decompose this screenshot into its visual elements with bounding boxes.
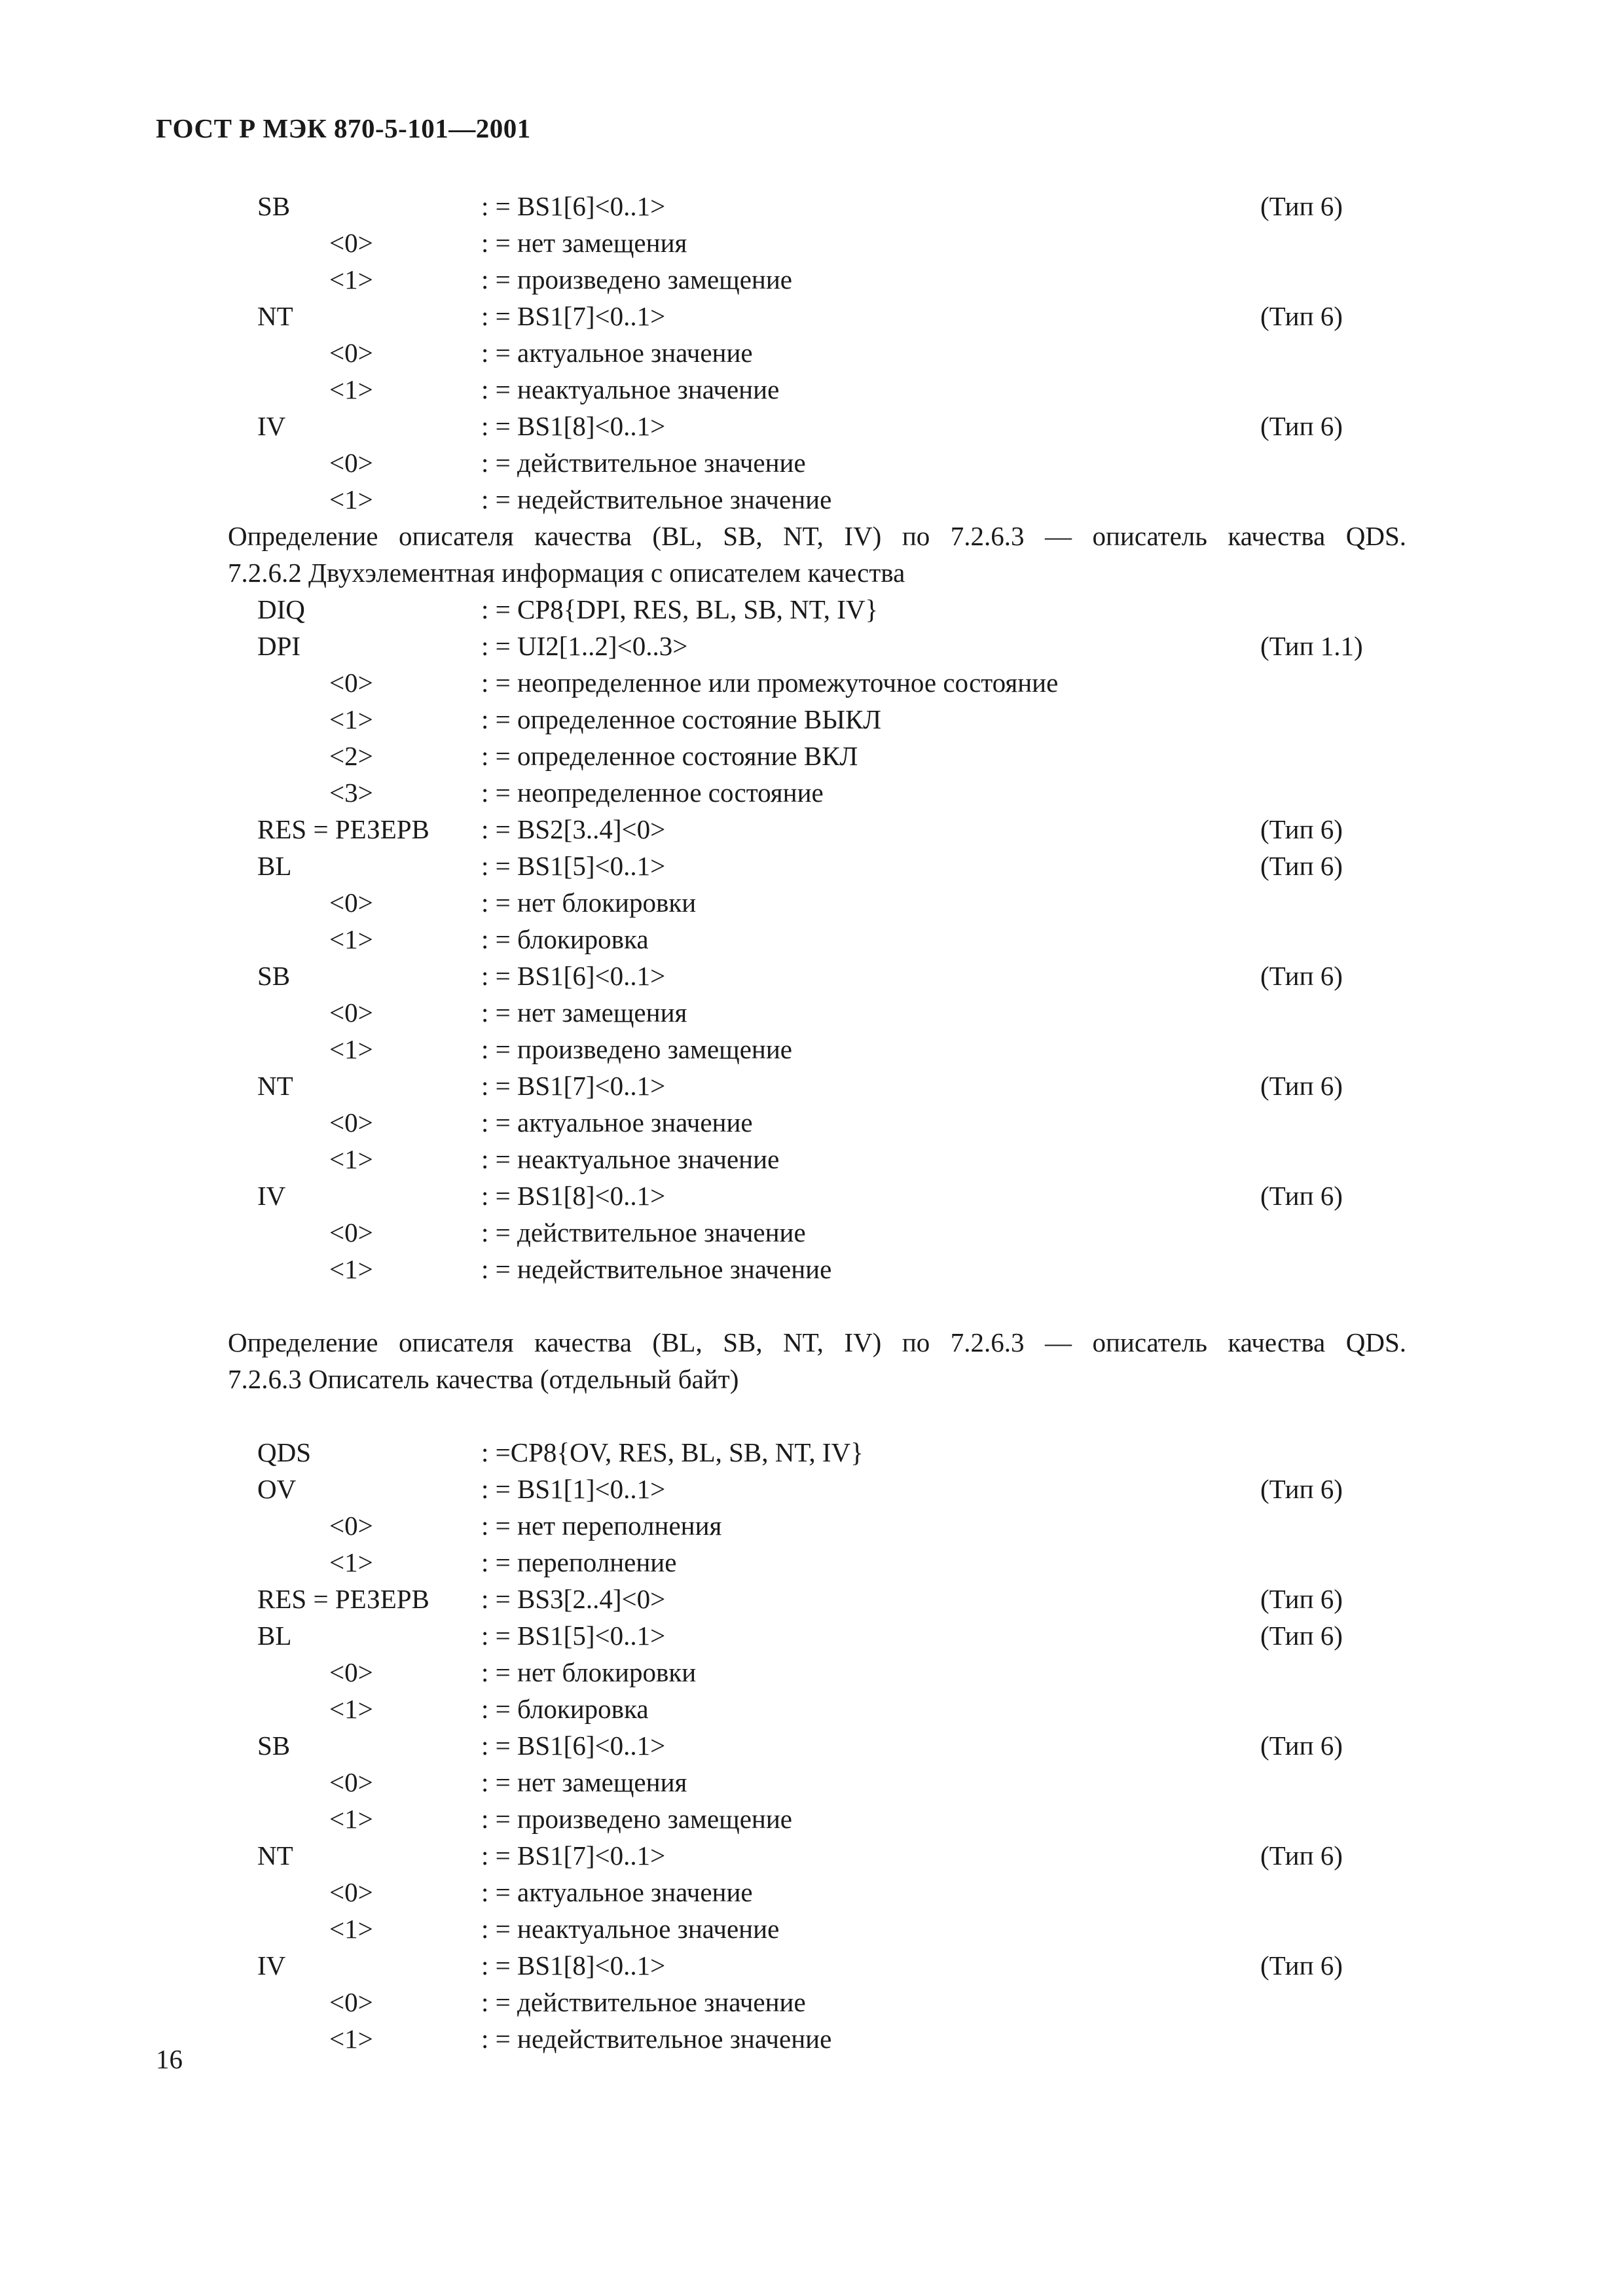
field-definition: : = BS1[5]<0..1>: [481, 851, 666, 881]
field-name: NT: [257, 1840, 293, 1871]
value-meaning: : = действительное значение: [481, 448, 806, 478]
value-meaning: : = актуальное значение: [481, 1877, 753, 1907]
field-definition-row: [0, 1434, 1623, 1471]
value-definition-row: [0, 1104, 1623, 1141]
value-definition-row: [0, 224, 1623, 261]
field-name: SB: [257, 961, 291, 991]
value-meaning: : = блокировка: [481, 1694, 649, 1724]
field-type: (Тип 6): [1260, 851, 1343, 881]
value-definition-row: [0, 1251, 1623, 1287]
value-definition-row: [0, 738, 1623, 774]
value-code: <0>: [329, 338, 373, 368]
field-definition-row: [0, 408, 1623, 444]
value-meaning: : = неактуальное значение: [481, 1914, 780, 1944]
field-name: IV: [257, 1950, 286, 1981]
field-name: IV: [257, 1181, 286, 1211]
field-definition: : = BS1[8]<0..1>: [481, 411, 666, 441]
value-meaning: : = произведено замещение: [481, 1034, 793, 1064]
field-definition-row: [0, 1727, 1623, 1764]
field-definition: : = BS3[2..4]<0>: [481, 1584, 666, 1614]
value-definition-row: [0, 1544, 1623, 1581]
value-meaning: : = актуальное значение: [481, 1107, 753, 1138]
field-name: DIQ: [257, 594, 305, 624]
value-meaning: : = недействительное значение: [481, 2024, 832, 2054]
field-name: RES = РЕЗЕРВ: [257, 1584, 429, 1614]
field-definition-row: [0, 811, 1623, 848]
value-definition-row: [0, 664, 1623, 701]
value-definition-row: [0, 994, 1623, 1031]
field-definition: : = BS1[8]<0..1>: [481, 1950, 666, 1981]
paragraph-line: [0, 1361, 1623, 1397]
value-code: <1>: [329, 2024, 373, 2054]
value-definition-row: [0, 1801, 1623, 1837]
paragraph-line: [0, 518, 1623, 554]
value-code: <1>: [329, 264, 373, 295]
field-name: QDS: [257, 1437, 312, 1467]
document-body: [0, 188, 1623, 2057]
field-name: IV: [257, 411, 286, 441]
value-definition-row: [0, 1764, 1623, 1801]
field-name: NT: [257, 1071, 293, 1101]
field-definition-row: [0, 1837, 1623, 1874]
field-type: (Тип 6): [1260, 1731, 1343, 1761]
value-code: <1>: [329, 704, 373, 734]
value-meaning: : = нет блокировки: [481, 888, 697, 918]
page-number: 16: [156, 2044, 183, 2074]
value-definition-row: [0, 1691, 1623, 1727]
value-code: <1>: [329, 1547, 373, 1577]
field-type: (Тип 6): [1260, 1071, 1343, 1101]
field-definition-row: [0, 1947, 1623, 1984]
value-code: <1>: [329, 1694, 373, 1724]
value-meaning: : = недействительное значение: [481, 484, 832, 514]
value-meaning: : = произведено замещение: [481, 264, 793, 295]
field-name: RES = РЕЗЕРВ: [257, 814, 429, 844]
value-definition-row: [0, 701, 1623, 738]
value-meaning: : = нет замещения: [481, 1767, 687, 1797]
value-definition-row: [0, 1874, 1623, 1910]
field-type: (Тип 1.1): [1260, 631, 1363, 661]
field-type: (Тип 6): [1260, 411, 1343, 441]
field-type: (Тип 6): [1260, 1181, 1343, 1211]
paragraph-text: Определение описателя качества (BL, SB, NT, IV) по 7.2.6.3 — описатель качества QDS.: [228, 521, 1406, 551]
field-name: NT: [257, 301, 293, 331]
value-code: <0>: [329, 997, 373, 1028]
field-type: (Тип 6): [1260, 1474, 1343, 1504]
field-definition-row: [0, 1177, 1623, 1214]
value-meaning: : = переполнение: [481, 1547, 677, 1577]
field-name: BL: [257, 1621, 292, 1651]
field-definition-row: [0, 1471, 1623, 1507]
value-meaning: : = действительное значение: [481, 1987, 806, 2017]
field-type: (Тип 6): [1260, 301, 1343, 331]
value-code: <0>: [329, 1767, 373, 1797]
value-definition-row: [0, 444, 1623, 481]
value-meaning: : = действительное значение: [481, 1217, 806, 1247]
page-header-title: ГОСТ Р МЭК 870-5-101—2001: [156, 113, 531, 143]
field-definition-row: [0, 628, 1623, 664]
value-definition-row: [0, 921, 1623, 958]
value-definition-row: [0, 1654, 1623, 1691]
value-definition-row: [0, 371, 1623, 408]
value-code: <0>: [329, 1107, 373, 1138]
field-definition-row: [0, 1581, 1623, 1617]
value-definition-row: [0, 1984, 1623, 2020]
field-definition-row: [0, 958, 1623, 994]
field-type: (Тип 6): [1260, 1950, 1343, 1981]
value-code: <0>: [329, 448, 373, 478]
paragraph-text: Определение описателя качества (BL, SB, NT, IV) по 7.2.6.3 — описатель качества QDS.: [228, 1327, 1406, 1357]
value-code: <0>: [329, 1511, 373, 1541]
field-definition: : = BS1[8]<0..1>: [481, 1181, 666, 1211]
value-meaning: : = недействительное значение: [481, 1254, 832, 1284]
field-name: BL: [257, 851, 292, 881]
field-definition: : = BS2[3..4]<0>: [481, 814, 666, 844]
value-meaning: : = блокировка: [481, 924, 649, 954]
field-name: SB: [257, 1731, 291, 1761]
value-code: <0>: [329, 1217, 373, 1247]
field-type: (Тип 6): [1260, 961, 1343, 991]
value-code: <1>: [329, 1914, 373, 1944]
value-definition-row: [0, 481, 1623, 518]
value-definition-row: [0, 334, 1623, 371]
field-definition: : = BS1[5]<0..1>: [481, 1621, 666, 1651]
field-definition: : = BS1[6]<0..1>: [481, 1731, 666, 1761]
value-code: <2>: [329, 741, 373, 771]
value-code: <1>: [329, 1254, 373, 1284]
value-definition-row: [0, 884, 1623, 921]
field-definition-row: [0, 298, 1623, 334]
field-definition: : = BS1[1]<0..1>: [481, 1474, 666, 1504]
paragraph-text: 7.2.6.2 Двухэлементная информация с описателем качества: [228, 558, 905, 588]
value-code: <1>: [329, 1034, 373, 1064]
value-meaning: : = неактуальное значение: [481, 1144, 780, 1174]
value-code: <1>: [329, 484, 373, 514]
field-name: SB: [257, 191, 291, 221]
paragraph-line: [0, 1324, 1623, 1361]
field-definition: : = BS1[7]<0..1>: [481, 301, 666, 331]
value-meaning: : = нет переполнения: [481, 1511, 722, 1541]
value-definition-row: [0, 1910, 1623, 1947]
value-code: <0>: [329, 1657, 373, 1687]
value-definition-row: [0, 1141, 1623, 1177]
field-name: DPI: [257, 631, 301, 661]
field-definition-row: [0, 591, 1623, 628]
field-definition-row: [0, 1617, 1623, 1654]
paragraph-line: [0, 554, 1623, 591]
field-definition: : = BS1[7]<0..1>: [481, 1071, 666, 1101]
value-meaning: : = нет замещения: [481, 228, 687, 258]
field-type: (Тип 6): [1260, 814, 1343, 844]
field-definition: : =CP8{OV, RES, BL, SB, NT, IV}: [481, 1437, 864, 1467]
value-definition-row: [0, 1031, 1623, 1067]
field-type: (Тип 6): [1260, 191, 1343, 221]
field-type: (Тип 6): [1260, 1584, 1343, 1614]
value-meaning: : = нет замещения: [481, 997, 687, 1028]
value-code: <0>: [329, 1987, 373, 2017]
value-definition-row: [0, 1507, 1623, 1544]
value-meaning: : = нет блокировки: [481, 1657, 697, 1687]
value-definition-row: [0, 261, 1623, 298]
field-name: OV: [257, 1474, 297, 1504]
field-definition-row: [0, 1067, 1623, 1104]
value-meaning: : = актуальное значение: [481, 338, 753, 368]
blank-line: [0, 1287, 1623, 1324]
field-definition-row: [0, 848, 1623, 884]
blank-line: [0, 1397, 1623, 1434]
value-definition-row: [0, 2020, 1623, 2057]
value-code: <0>: [329, 228, 373, 258]
value-code: <3>: [329, 778, 373, 808]
value-code: <0>: [329, 668, 373, 698]
value-definition-row: [0, 1214, 1623, 1251]
field-definition: : = BS1[6]<0..1>: [481, 961, 666, 991]
paragraph-text: 7.2.6.3 Описатель качества (отдельный байт): [228, 1364, 739, 1394]
value-code: <1>: [329, 924, 373, 954]
field-type: (Тип 6): [1260, 1621, 1343, 1651]
field-definition: : = BS1[6]<0..1>: [481, 191, 666, 221]
field-definition: : = UI2[1..2]<0..3>: [481, 631, 688, 661]
field-definition: : = CP8{DPI, RES, BL, SB, NT, IV}: [481, 594, 879, 624]
value-code: <0>: [329, 888, 373, 918]
field-type: (Тип 6): [1260, 1840, 1343, 1871]
value-meaning: : = определенное состояние ВЫКЛ: [481, 704, 882, 734]
value-code: <1>: [329, 374, 373, 404]
value-meaning: : = неопределенное или промежуточное состояние: [481, 668, 1059, 698]
value-code: <0>: [329, 1877, 373, 1907]
value-code: <1>: [329, 1144, 373, 1174]
field-definition: : = BS1[7]<0..1>: [481, 1840, 666, 1871]
field-definition-row: [0, 188, 1623, 224]
value-definition-row: [0, 774, 1623, 811]
value-code: <1>: [329, 1804, 373, 1834]
value-meaning: : = произведено замещение: [481, 1804, 793, 1834]
value-meaning: : = неопределенное состояние: [481, 778, 824, 808]
value-meaning: : = неактуальное значение: [481, 374, 780, 404]
value-meaning: : = определенное состояние ВКЛ: [481, 741, 858, 771]
